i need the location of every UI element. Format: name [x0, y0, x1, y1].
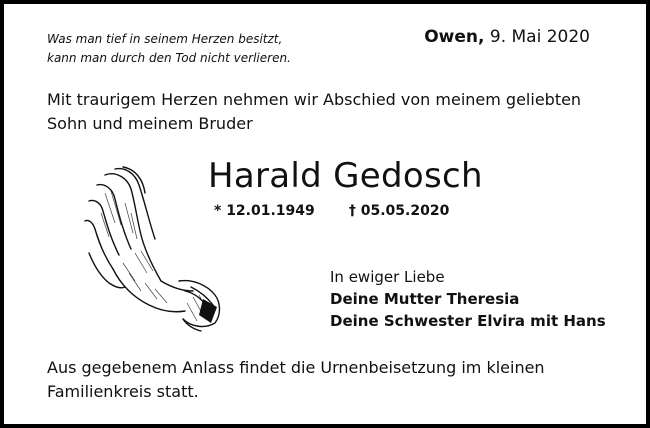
- motto-line-1: Was man tief in seinem Herzen besitzt,: [47, 32, 283, 46]
- death-date: † 05.05.2020: [348, 203, 450, 219]
- motto-line-2: kann man durch den Tod nicht verlieren.: [47, 51, 291, 65]
- family-heading: In ewiger Liebe: [330, 268, 445, 286]
- burial-note: Aus gegebenem Anlass findet die Urnenbeisetzung im kleinen Familienkreis statt.: [47, 358, 545, 401]
- praying-hands-icon: [75, 163, 225, 333]
- birth-date: * 12.01.1949: [214, 203, 315, 219]
- motto-quote: [47, 30, 291, 68]
- deceased-name: Harald Gedosch: [208, 156, 483, 196]
- dateline-place: Owen,: [424, 27, 485, 47]
- dateline-date: 9. Mai 2020: [489, 27, 590, 47]
- life-dates: [214, 203, 449, 219]
- dateline: [424, 27, 590, 47]
- intro-text: Mit traurigem Herzen nehmen wir Abschied von meinem geliebten Sohn und meinem Bruder: [47, 90, 582, 133]
- family-sister: Deine Schwester Elvira mit Hans: [330, 312, 606, 330]
- family-mother: Deine Mutter Theresia: [330, 290, 520, 308]
- family-signature: [330, 266, 606, 332]
